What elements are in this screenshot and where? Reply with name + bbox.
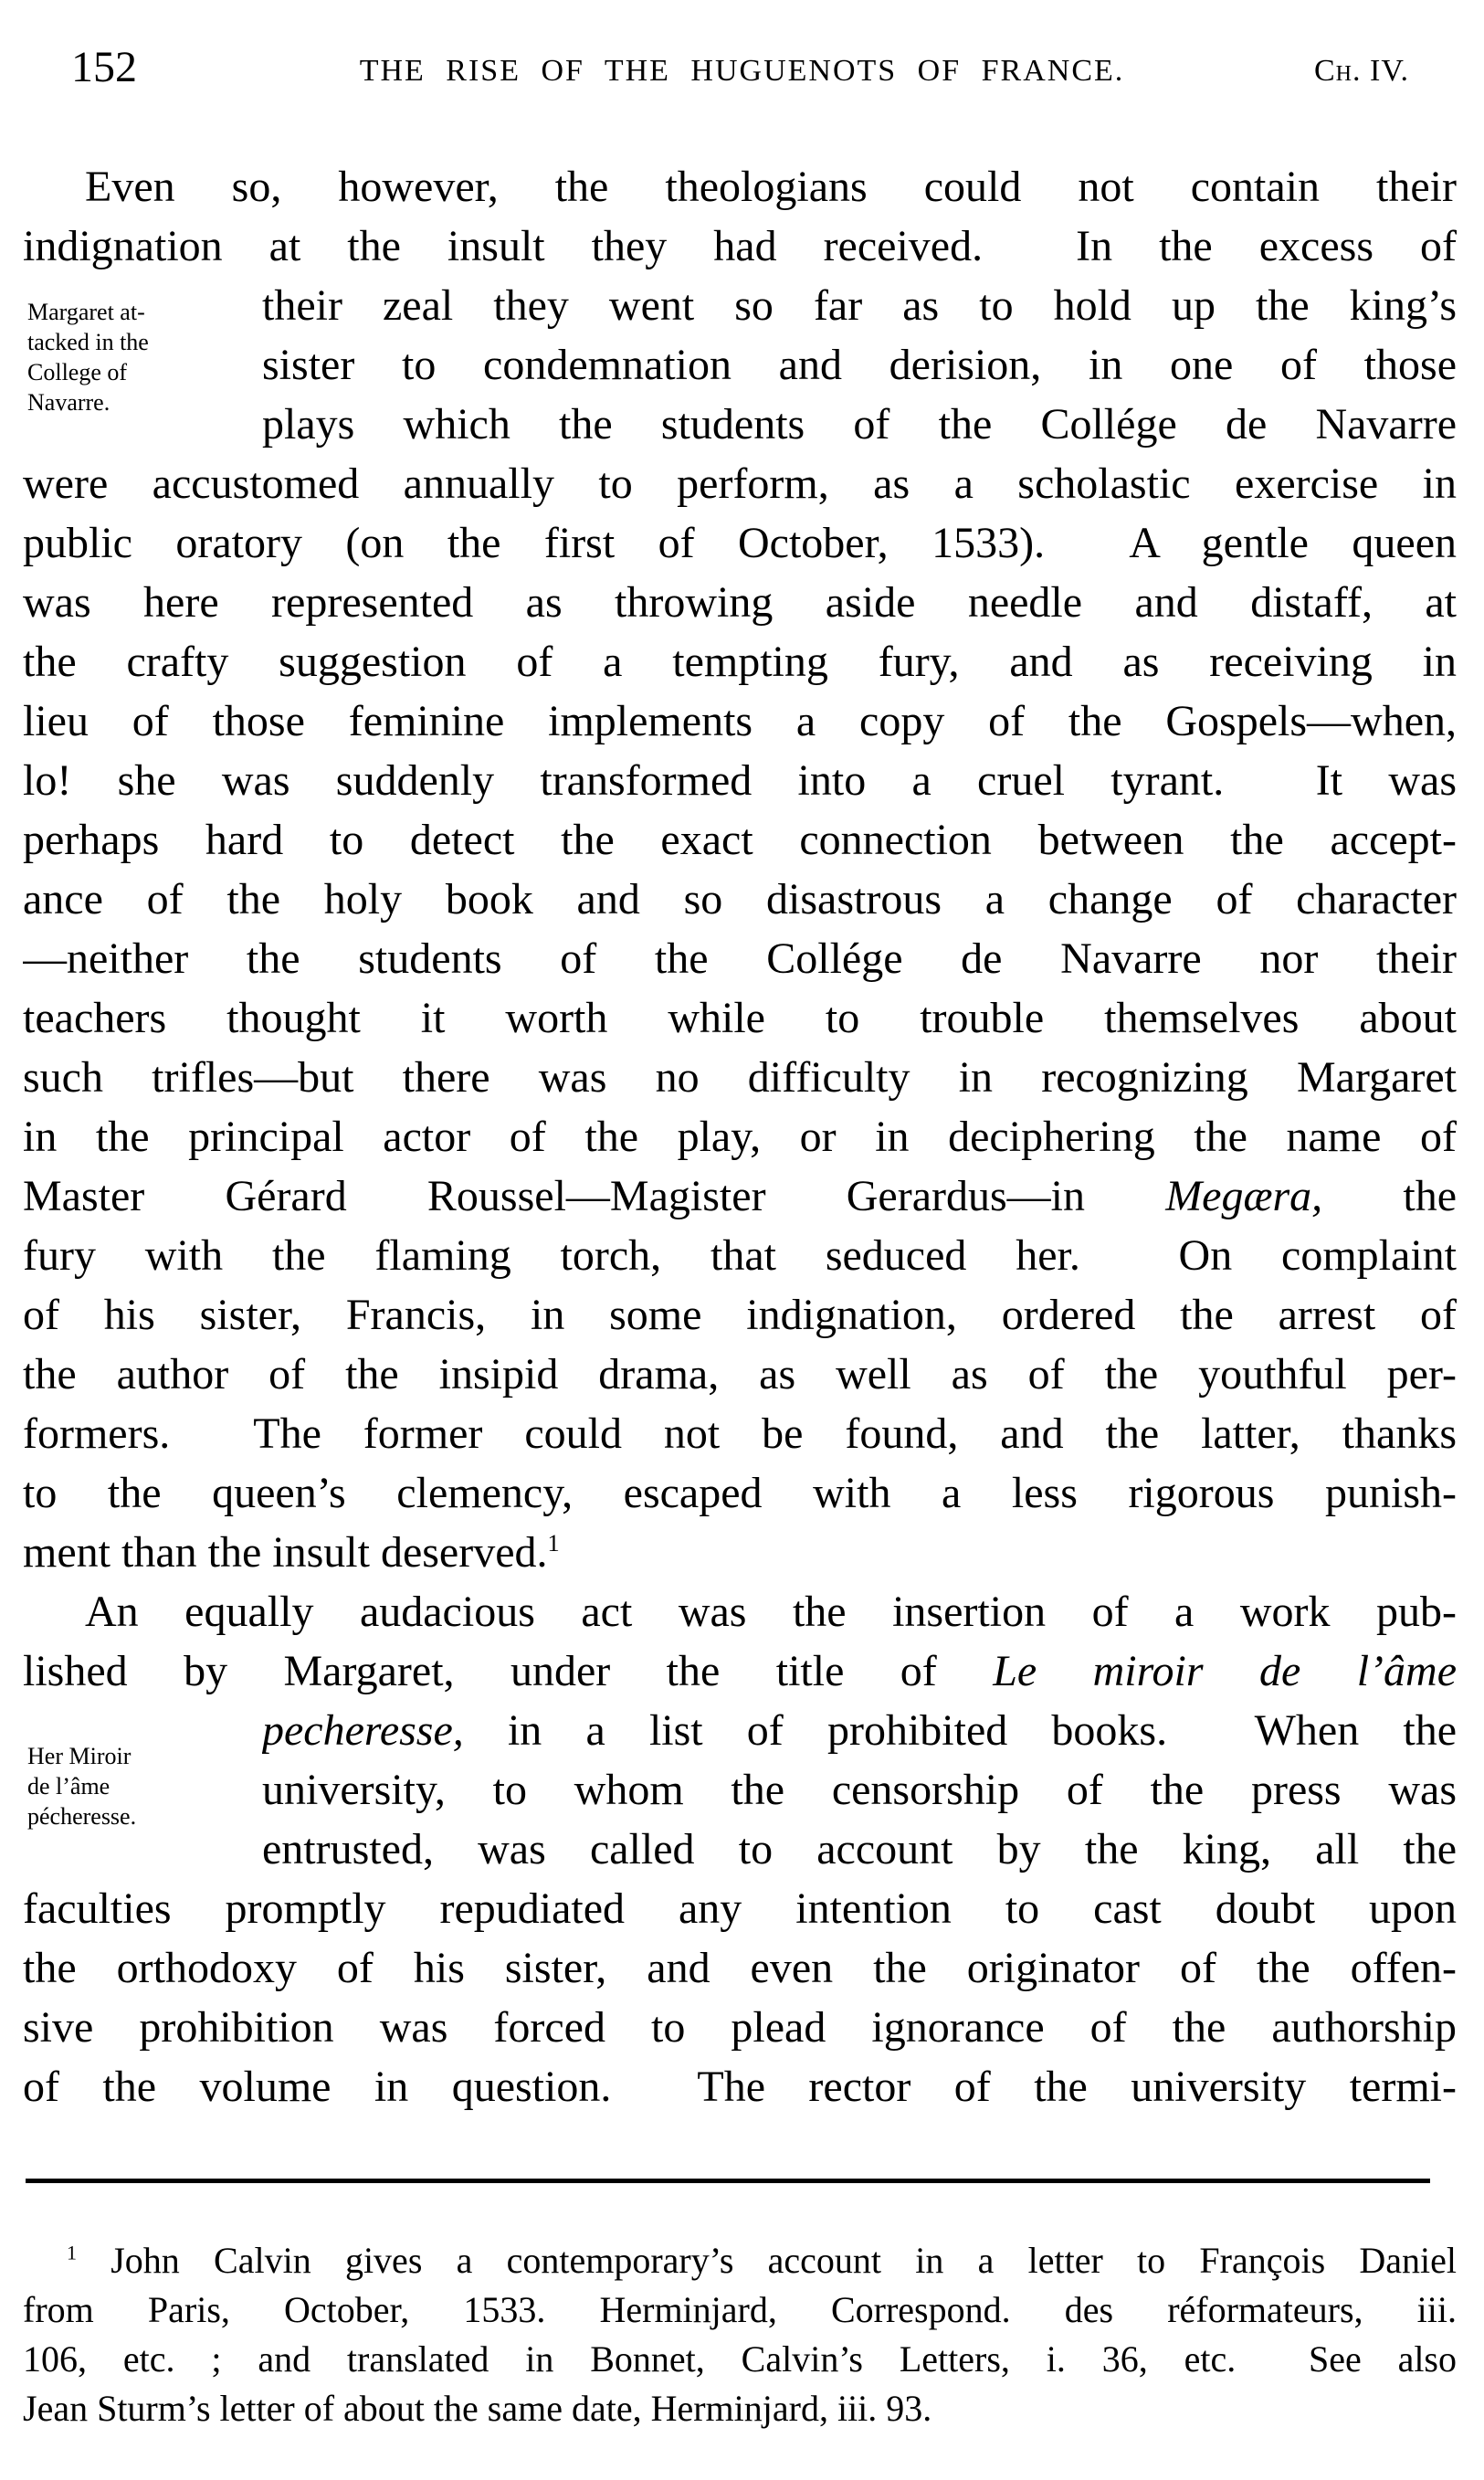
margin-note-line: pécheresse. [27, 1803, 137, 1830]
running-title: THE RISE OF THE HUGUENOTS OF FRANCE. [359, 54, 1125, 88]
page-number: 152 [71, 43, 137, 91]
body-line: perhaps hard to detect the exact connection between the accept- [23, 816, 1457, 864]
body-line: university, to whom the censorship of the press was [262, 1766, 1457, 1814]
footnote-line: from Paris, October, 1533. Herminjard, Correspond. des réformateurs, iii. [23, 2289, 1457, 2330]
body-line: the orthodoxy of his sister, and even the originator of the offen- [23, 1944, 1457, 1992]
body-line: the author of the insipid drama, as well as of the youthful per- [23, 1350, 1457, 1398]
body-line: public oratory (on the first of October, 1533). A gentle queen [23, 519, 1457, 567]
footnote-line: Jean Sturm’s letter of about the same date, Herminjard, iii. 93. [23, 2388, 932, 2429]
body-line: lieu of those feminine implements a copy of the Gospels—when, [23, 697, 1457, 745]
body-line: of the volume in question. The rector of the university termi- [23, 2063, 1457, 2111]
body-line: lished by Margaret, under the title of Le miroir de l’âme [23, 1647, 1457, 1695]
footnote-line: 106, etc. ; and translated in Bonnet, Calvin’s Letters, i. 36, etc. See also [23, 2338, 1457, 2380]
body-line: their zeal they went so far as to hold up the king’s [262, 281, 1457, 330]
body-line: in the principal actor of the play, or in deciphering the name of [23, 1113, 1457, 1161]
body-line: indignation at the insult they had received. In the excess of [23, 222, 1457, 270]
footnote-rule [26, 2179, 1430, 2183]
margin-note-line: tacked in the [27, 329, 149, 355]
body-line: An equally audacious act was the insertion of a work pub- [85, 1588, 1457, 1636]
body-line: faculties promptly repudiated any intention to cast doubt upon [23, 1884, 1457, 1933]
margin-note-line: Navarre. [27, 389, 111, 416]
body-line: the crafty suggestion of a tempting fury, and as receiving in [23, 638, 1457, 686]
body-line: plays which the students of the Collége de Navarre [262, 400, 1457, 449]
margin-note-line: de l’âme [27, 1773, 111, 1799]
body-line: lo! she was suddenly transformed into a cruel tyrant. It was [23, 756, 1457, 805]
running-header [0, 44, 1484, 95]
body-line: were accustomed annually to perform, as a scholastic exercise in [23, 459, 1457, 508]
body-line: Even so, however, the theologians could not contain their [85, 163, 1457, 211]
body-line: ance of the holy book and so disastrous a change of character [23, 875, 1457, 923]
body-line: was here represented as throwing aside needle and distaff, at [23, 578, 1457, 627]
footnote-text [23, 2236, 1457, 2433]
body-line: fury with the flaming torch, that seduced her. On complaint [23, 1231, 1457, 1280]
body-line: —neither the students of the Collége de Navarre nor their [23, 934, 1457, 983]
body-line: sive prohibition was forced to plead ignorance of the authorship [23, 2003, 1457, 2052]
margin-note-2 [27, 1741, 256, 1831]
body-line: formers. The former could not be found, and the latter, thanks [23, 1409, 1457, 1458]
body-line: such trifles—but there was no difficulty in recognizing Margaret [23, 1053, 1457, 1102]
body-line: teachers thought it worth while to trouble themselves about [23, 994, 1457, 1042]
body-line: pecheresse, in a list of prohibited books. When the [262, 1706, 1457, 1755]
body-line: entrusted, was called to account by the king, all the [262, 1825, 1457, 1873]
margin-note-line: Margaret at- [27, 299, 145, 325]
footnote-line: $^1$ John Calvin gives a contemporary’s account in a letter to François Daniel [67, 2240, 1457, 2281]
body-line: of his sister, Francis, in some indignation, ordered the arrest of [23, 1291, 1457, 1339]
body-line: Master Gérard Roussel—Magister Gerardus—in Megæra, the [23, 1172, 1457, 1220]
body-line: ment than the insult deserved.$^1$ [23, 1528, 560, 1577]
body-line: sister to condemnation and derision, in one of those [262, 341, 1457, 389]
margin-note-1 [27, 297, 256, 417]
chapter-label: Ch. IV. [1313, 54, 1409, 88]
body-line: to the queen’s clemency, escaped with a less rigorous punish- [23, 1469, 1457, 1517]
margin-note-line: Her Miroir [27, 1743, 132, 1769]
margin-note-line: College of [27, 359, 128, 385]
